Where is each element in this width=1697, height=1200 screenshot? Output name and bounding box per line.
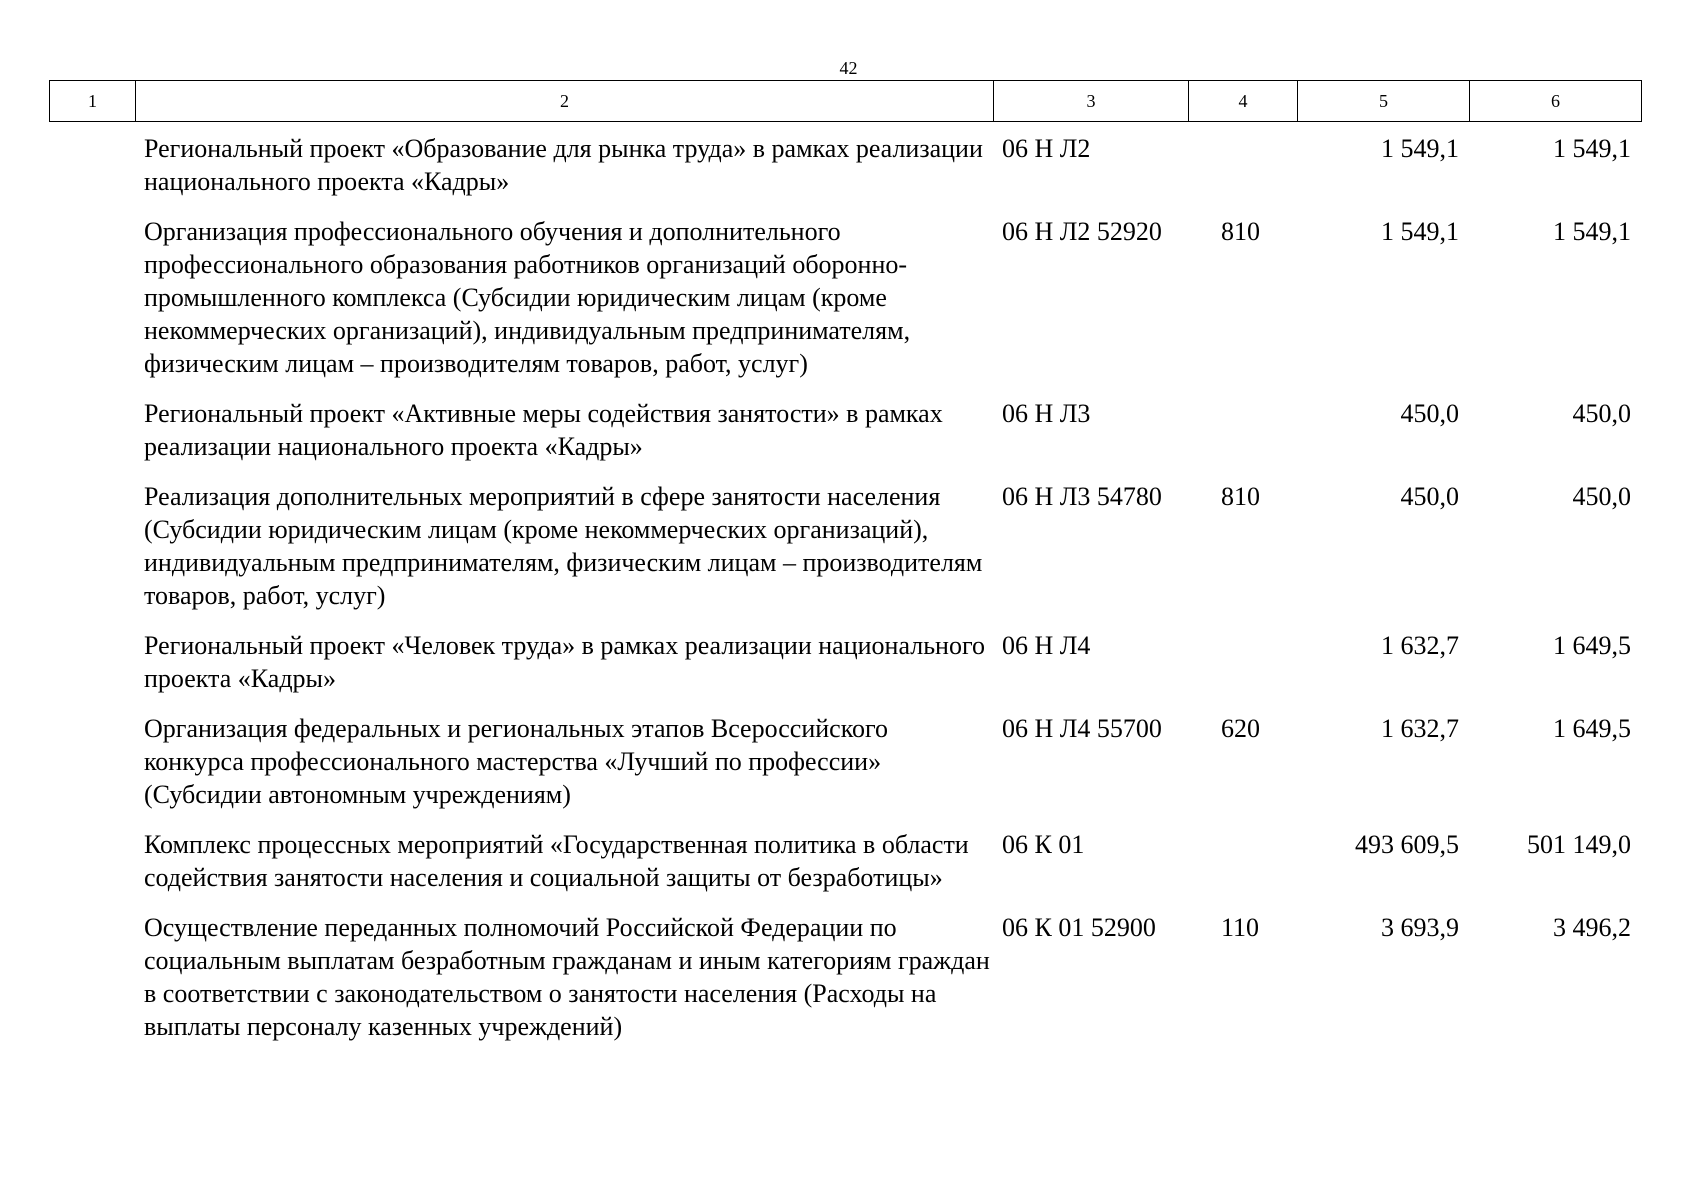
row-value-2: 1 549,1 bbox=[1553, 217, 1631, 246]
table-row bbox=[49, 828, 1639, 894]
row-number bbox=[49, 397, 135, 463]
row-code: 06 Н Л3 bbox=[1002, 399, 1091, 428]
row-code: 06 Н Л3 54780 bbox=[1002, 482, 1162, 511]
row-value-2: 1 649,5 bbox=[1553, 631, 1631, 660]
row-name: Региональный проект «Активные меры содействия занятости» в рамках реализации национального проекта «Кадры» bbox=[144, 399, 943, 461]
column-header-4: 4 bbox=[1189, 81, 1298, 122]
row-name: Осуществление переданных полномочий Российской Федерации по социальным выплатам безработным гражданам и иным категориям граждан в соответствии с законодательством о занятости населения (Расходы на выплаты персоналу казенных учреждений) bbox=[144, 913, 990, 1041]
column-header-table bbox=[49, 80, 1642, 122]
row-code: 06 Н Л4 bbox=[1002, 631, 1091, 660]
row-value-1: 1 549,1 bbox=[1381, 217, 1459, 246]
row-number bbox=[49, 480, 135, 612]
row-name: Региональный проект «Образование для рынка труда» в рамках реализации национального проекта «Кадры» bbox=[144, 134, 983, 196]
row-number bbox=[49, 629, 135, 695]
table-row bbox=[49, 480, 1639, 612]
row-number bbox=[49, 215, 135, 380]
row-value-2: 1 549,1 bbox=[1553, 134, 1631, 163]
row-value-1: 493 609,5 bbox=[1355, 830, 1459, 859]
row-code: 06 Н Л4 55700 bbox=[1002, 714, 1162, 743]
row-type: 620 bbox=[1221, 714, 1260, 743]
row-type bbox=[1188, 629, 1297, 695]
row-type: 810 bbox=[1221, 482, 1260, 511]
row-name: Региональный проект «Человек труда» в рамках реализации национального проекта «Кадры» bbox=[144, 631, 985, 693]
column-header-6: 6 bbox=[1470, 81, 1642, 122]
column-header-3: 3 bbox=[994, 81, 1189, 122]
row-name: Организация профессионального обучения и дополнительного профессионального образования работников организаций оборонно-промышленного комплекса (Субсидии юридическим лицам (кроме некоммерческих организаций), индивидуальным предпринимателям, физическим лицам – производителям товаров, работ, услуг) bbox=[144, 217, 911, 378]
column-header-5: 5 bbox=[1298, 81, 1470, 122]
row-type bbox=[1188, 828, 1297, 894]
row-value-1: 450,0 bbox=[1400, 399, 1459, 428]
row-value-2: 3 496,2 bbox=[1553, 913, 1631, 942]
table-row bbox=[49, 397, 1639, 463]
page-number: 42 bbox=[839, 58, 858, 78]
row-number bbox=[49, 712, 135, 811]
row-code: 06 Н Л2 52920 bbox=[1002, 217, 1162, 246]
column-header-2: 2 bbox=[136, 81, 994, 122]
row-number bbox=[49, 911, 135, 1043]
column-header-row bbox=[50, 81, 1642, 122]
row-code: 06 К 01 52900 bbox=[1002, 913, 1156, 942]
row-value-1: 3 693,9 bbox=[1381, 913, 1459, 942]
row-value-1: 450,0 bbox=[1400, 482, 1459, 511]
row-value-2: 450,0 bbox=[1572, 399, 1631, 428]
row-name: Комплекс процессных мероприятий «Государственная политика в области содействия занятости населения и социальной защиты от безработицы» bbox=[144, 830, 969, 892]
table-row bbox=[49, 132, 1639, 198]
row-name: Организация федеральных и региональных этапов Всероссийского конкурса профессионального мастерства «Лучший по профессии» (Субсидии автономным учреждениям) bbox=[144, 714, 889, 809]
row-value-2: 501 149,0 bbox=[1527, 830, 1631, 859]
row-number bbox=[49, 828, 135, 894]
row-code: 06 К 01 bbox=[1002, 830, 1085, 859]
row-value-2: 1 649,5 bbox=[1553, 714, 1631, 743]
row-type: 110 bbox=[1221, 913, 1260, 942]
row-value-2: 450,0 bbox=[1572, 482, 1631, 511]
row-type bbox=[1188, 397, 1297, 463]
table-row bbox=[49, 215, 1639, 380]
table-row bbox=[49, 911, 1639, 1043]
table-body bbox=[49, 132, 1639, 1060]
row-type bbox=[1188, 132, 1297, 198]
row-value-1: 1 549,1 bbox=[1381, 134, 1459, 163]
row-name: Реализация дополнительных мероприятий в сфере занятости населения (Субсидии юридическим лицам (кроме некоммерческих организаций), индивидуальным предпринимателям, физическим лицам – производителям товаров, работ, услуг) bbox=[144, 482, 983, 610]
row-number bbox=[49, 132, 135, 198]
row-value-1: 1 632,7 bbox=[1381, 631, 1459, 660]
row-type: 810 bbox=[1221, 217, 1260, 246]
table-row bbox=[49, 629, 1639, 695]
column-header-1: 1 bbox=[50, 81, 136, 122]
row-value-1: 1 632,7 bbox=[1381, 714, 1459, 743]
row-code: 06 Н Л2 bbox=[1002, 134, 1091, 163]
table-row bbox=[49, 712, 1639, 811]
